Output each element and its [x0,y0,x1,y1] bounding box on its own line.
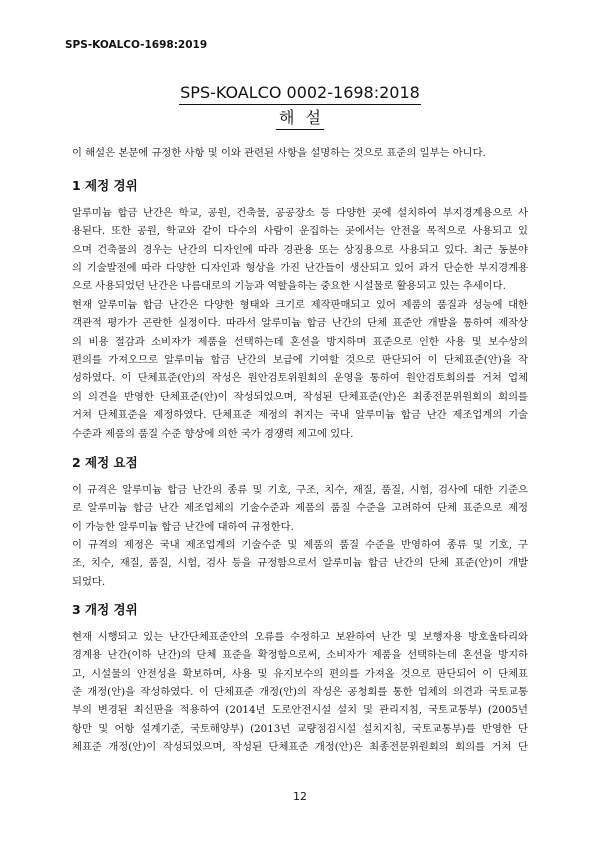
commentary-heading: 해 설 [276,108,324,130]
body-line: 로 알루미늄 합금 난간 제조업체의 기술수준과 제품의 품질 수준을 고려하여 단체 표준으로 제정 [72,502,528,515]
body-line: 객관적 평가가 곤란한 실정이다. 따라서 알루미늄 합금 난간의 단체 표준안 개발을 통하여 제작상 [72,317,528,330]
body-line: 수준과 제품의 품질 수준 향상에 의한 국가 경쟁력 제고에 있다. [72,427,354,440]
body-line: 항만 및 어항 설계기준, 국토해양부) (2013년 교량점검시설 설치지침, 국토교통부)를 반영한 단 [72,722,528,735]
body-line: 부의 변경된 최신판을 적용하여 (2014년 도로안전시설 설치 및 관리지침, 국토교통부) (2005년 [72,704,528,717]
body-line: 의 비용 절감과 소비자가 제품을 선택하는데 혼선을 방지하며 표준으로 인한 사용 및 보수상의 [72,335,528,348]
body-line: 경계용 난간(이하 난간)의 단체 표준을 확정함으로써, 소비자가 제품을 선택하는데 혼선을 방지하 [72,649,528,662]
body-line: 의 의견을 반영한 단체표준(안)이 작성되었으며, 작성된 단체표준(안)은 최종전문위원회의 회의를 [72,390,528,403]
section-3-body [72,628,528,757]
section-2-heading: 2 제정 요점 [72,455,138,470]
body-line: 거쳐 단체표준을 제정하였다. 단체표준 제정의 취지는 국내 알루미늄 합금 난간 제조업계의 기술 [72,409,528,422]
body-line: 편의를 가져오므로 알루미늄 합금 난간의 보급에 기여할 것으로 판단되어 이 단체표준(안)을 작 [72,354,528,367]
running-header-code: SPS-KOALCO-1698:2019 [65,39,208,51]
body-line: 고, 시설물의 안전성을 확보하며, 사용 및 유지보수의 편의를 가져올 것으로 판단되어 이 단체표 [72,667,528,680]
body-line: 준 개정(안)을 작성하였다. 이 단체표준 개정(안)의 작성은 공청회를 통한 업체의 의견과 국토교통 [72,686,528,699]
standard-number-title: SPS-KOALCO 0002-1698:2018 [179,83,421,105]
body-line: 조, 치수, 재질, 품질, 시험, 검사 등을 규정함으로서 알루미늄 합금 난간의 단체 표준(안)이 개발 [72,557,528,570]
title-row [0,83,600,105]
body-line: 으며 건축물의 경우는 난간의 디자인에 따라 경관용 또는 상징용으로 사용되고 있다. 최근 동분야 [72,243,528,256]
intro-text: 이 해설은 본문에 규정한 사항 및 이와 관련된 사항을 설명하는 것으로 표준의 일부는 아니다. [72,147,486,159]
body-line: 이 규격의 제정은 국내 제조업계의 기술수준 및 제품의 품질 수준을 반영하여 종류 및 기호, 구 [72,539,528,552]
body-line: 현재 알루미늄 합금 난간은 다양한 형태와 크기로 제작판매되고 있어 제품의 품질과 성능에 대한 [72,298,528,311]
body-line: 이 가능한 알루미늄 합금 난간에 대하여 규정한다. [72,520,294,533]
section-3-heading: 3 개정 경위 [72,602,138,617]
page-number: 12 [293,790,307,803]
body-line: 성하였다. 이 단체표준(안)의 작성은 원안검토위원회의 운영을 통하여 원안검토회의를 거쳐 업체 [72,372,528,385]
body-line: 용된다. 또한 공원, 학교와 같이 다수의 사람이 운집하는 곳에서는 안전을 목적으로 사용되고 있 [72,225,528,238]
commentary-heading-row [0,108,600,130]
body-line: 현재 시행되고 있는 난간단체표준안의 오류를 수정하고 보완하여 난간 및 보행자용 방호울타리와 [72,630,528,643]
section-1-heading: 1 제정 경위 [72,178,138,193]
body-line: 의 기술발전에 따라 다양한 디자인과 형상을 가진 난간들이 생산되고 있어 과거 단순한 부지경계용 [72,262,528,275]
section-1-body [72,204,528,443]
body-line: 되었다. [72,575,106,588]
body-line: 체표준 개정(안)이 작성되었으며, 작성된 단체표준 개정(안)은 최종전문위원회의 회의를 거쳐 단 [72,741,528,754]
body-line: 이 규격은 알루미늄 합금 난간의 종류 및 기호, 구조, 치수, 재질, 품질, 시험, 검사에 대한 기준으 [72,483,528,496]
body-line: 으로 사용되었던 난간은 나름대로의 기능과 역할을하는 중요한 시설물로 활용되고 있는 추세이다. [72,280,506,293]
section-2-body [72,481,528,591]
body-line: 알루미늄 합금 난간은 학교, 공원, 건축물, 공공장소 등 다양한 곳에 설치하여 부지경계용으로 사 [72,206,528,219]
